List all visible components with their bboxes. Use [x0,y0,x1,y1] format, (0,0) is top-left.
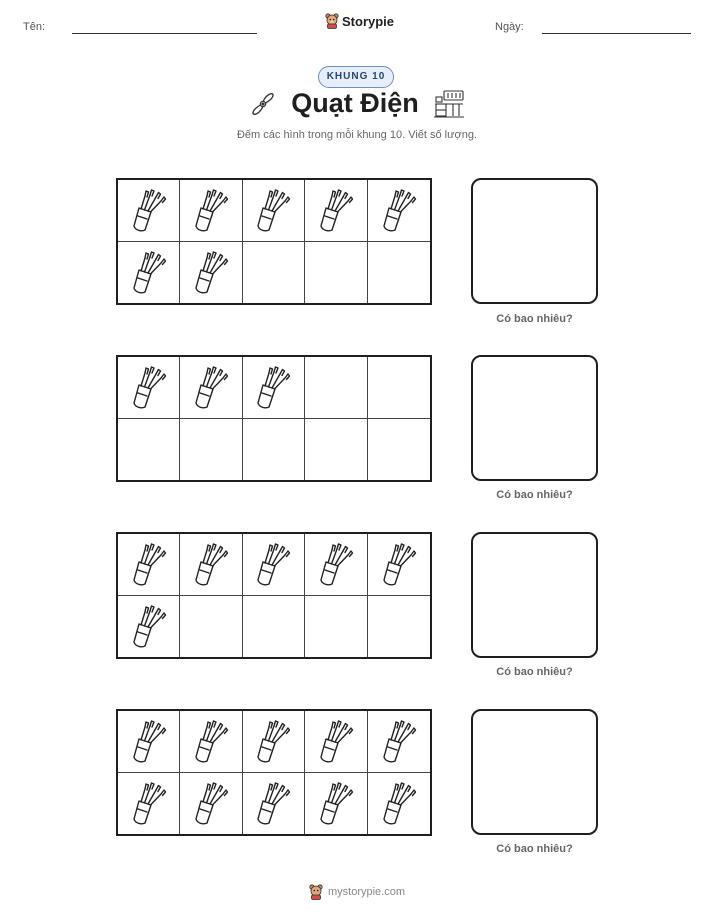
ten-frame-1 [116,178,432,305]
electric-wire-icon [191,363,231,411]
electric-wire-icon [191,248,231,296]
ten-frame-3 [116,532,432,659]
frame-cell [243,711,305,773]
frame-cell [118,596,180,658]
brand-logo [325,13,394,29]
frame-cell [305,242,367,304]
bear-mascot-icon [325,13,339,29]
electric-wire-icon [253,540,293,588]
frame-cell [118,357,180,419]
frame-cell [368,419,430,481]
frame-cell [305,180,367,242]
electric-wire-icon [379,717,419,765]
frame-cell [243,180,305,242]
ten-frame-2 [116,355,432,482]
fan-icon [249,90,277,118]
title-row [0,88,714,119]
ten-frame-badge: KHUNG 10 [318,66,394,88]
frame-cell [118,711,180,773]
frame-cell [180,711,242,773]
frame-cell [305,534,367,596]
electric-wire-icon [316,779,356,827]
electric-wire-icon [191,779,231,827]
frame-cell [243,419,305,481]
electric-wire-icon [253,186,293,234]
frame-cell [368,711,430,773]
name-line[interactable] [72,33,257,34]
electric-wire-icon [253,717,293,765]
question-label-1: Có bao nhiêu? [496,313,573,325]
frame-cell [243,773,305,835]
frame-cell [243,242,305,304]
frame-cell [368,242,430,304]
electric-wire-icon [316,540,356,588]
workshop-icon [433,89,465,119]
electric-wire-icon [191,186,231,234]
question-label-3: Có bao nhiêu? [496,666,573,678]
electric-wire-icon [191,540,231,588]
frame-cell [118,773,180,835]
frame-cell [118,242,180,304]
answer-box-2[interactable] [471,355,598,481]
frame-cell [305,596,367,658]
electric-wire-icon [379,186,419,234]
electric-wire-icon [129,602,169,650]
frame-cell [180,180,242,242]
electric-wire-icon [129,186,169,234]
frame-cell [118,534,180,596]
frame-cell [243,534,305,596]
frame-cell [368,534,430,596]
electric-wire-icon [316,186,356,234]
answer-box-1[interactable] [471,178,598,304]
frame-cell [368,180,430,242]
electric-wire-icon [316,717,356,765]
instructions: Đếm các hình trong mỗi khung 10. Viết số lượng. [236,129,477,141]
frame-cell [180,242,242,304]
name-label: Tên: [23,21,46,33]
frame-cell [243,596,305,658]
electric-wire-icon [253,363,293,411]
bear-mascot-icon [309,884,323,900]
answer-box-3[interactable] [471,532,598,658]
electric-wire-icon [191,717,231,765]
frame-cell [180,357,242,419]
footer-site: mystorypie.com [327,886,406,898]
frame-cell [118,180,180,242]
brand-name: Storypie [342,13,395,29]
frame-cell [305,357,367,419]
electric-wire-icon [129,363,169,411]
electric-wire-icon [253,779,293,827]
date-label: Ngày: [495,21,524,33]
ten-frame-4 [116,709,432,836]
frame-cell [180,773,242,835]
frame-cell [368,357,430,419]
frame-cell [180,534,242,596]
frame-cell [243,357,305,419]
frame-cell [180,596,242,658]
frame-cell [305,419,367,481]
electric-wire-icon [129,717,169,765]
electric-wire-icon [129,248,169,296]
electric-wire-icon [129,540,169,588]
frame-cell [305,711,367,773]
frame-cell [305,773,367,835]
electric-wire-icon [379,779,419,827]
answer-box-4[interactable] [471,709,598,835]
electric-wire-icon [129,779,169,827]
page-title: Quạt Điện [291,88,419,118]
frame-cell [368,773,430,835]
question-label-4: Có bao nhiêu? [496,843,573,855]
footer [0,884,714,900]
question-label-2: Có bao nhiêu? [496,489,573,501]
frame-cell [118,419,180,481]
date-line[interactable] [542,33,691,34]
electric-wire-icon [379,540,419,588]
frame-cell [180,419,242,481]
frame-cell [368,596,430,658]
